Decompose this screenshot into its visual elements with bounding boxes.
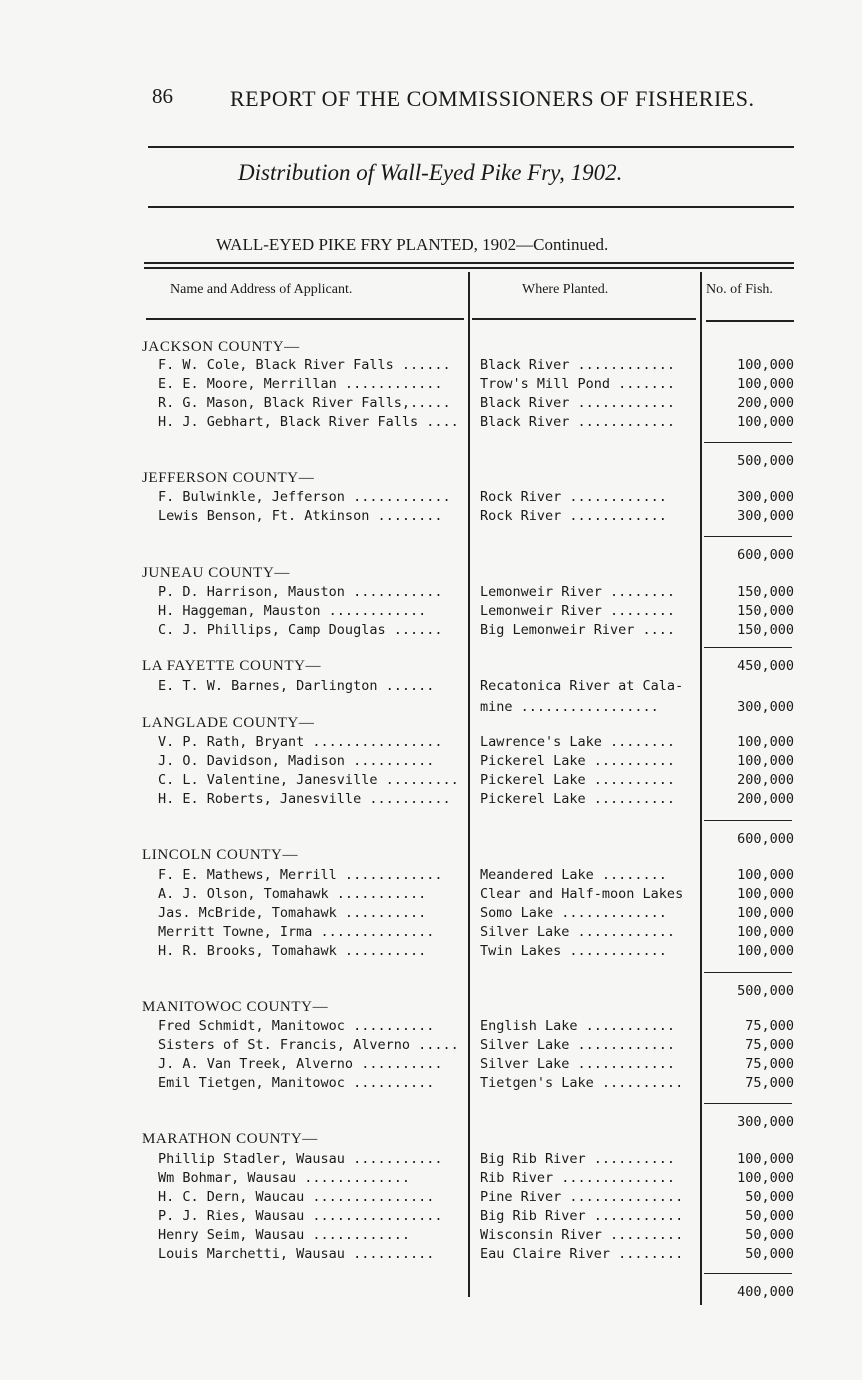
table-row — [0, 733, 862, 752]
table-row — [0, 1226, 862, 1245]
cell-name: P. D. Harrison, Mauston ........... — [158, 584, 443, 600]
cell-fish: 100,000 — [737, 376, 794, 392]
table-row — [0, 1207, 862, 1226]
cell-name: A. J. Olson, Tomahawk ........... — [158, 886, 427, 902]
county-name: LANGLADE COUNTY— — [142, 715, 315, 731]
cell-fish: 100,000 — [737, 734, 794, 750]
cell-fish: 100,000 — [737, 867, 794, 883]
column-header-where: Where Planted. — [522, 282, 609, 297]
cell-where: Black River ............ — [480, 414, 676, 430]
cell-where: Lawrence's Lake ........ — [480, 734, 676, 750]
county-total: 600,000 — [737, 831, 794, 847]
cell-fish: 150,000 — [737, 584, 794, 600]
cell-fish: 100,000 — [737, 924, 794, 940]
table-row — [0, 621, 862, 640]
county-row — [0, 338, 862, 357]
county-row — [0, 714, 862, 733]
county-name: JEFFERSON COUNTY— — [142, 470, 315, 486]
county-row — [0, 998, 862, 1017]
cell-fish: 100,000 — [737, 357, 794, 373]
cell-name: F. W. Cole, Black River Falls ...... — [158, 357, 451, 373]
page-subtitle: Distribution of Wall-Eyed Pike Fry, 1902. — [238, 160, 623, 185]
cell-name: H. E. Roberts, Janesville .......... — [158, 791, 451, 807]
cell-where: Pickerel Lake .......... — [480, 753, 676, 769]
cell-where: mine ................. — [480, 699, 659, 715]
cell-where: Big Lemonweir River .... — [480, 622, 676, 638]
cell-name: V. P. Rath, Bryant ................ — [158, 734, 443, 750]
table-row — [0, 1188, 862, 1207]
cell-where: Trow's Mill Pond ....... — [480, 376, 676, 392]
cell-fish: 100,000 — [737, 1170, 794, 1186]
running-head: REPORT OF THE COMMISSIONERS OF FISHERIES. — [230, 86, 755, 111]
county-name: MANITOWOC COUNTY— — [142, 999, 329, 1015]
table-row — [0, 866, 862, 885]
cell-where: Black River ............ — [480, 395, 676, 411]
subtotal-rule — [704, 820, 792, 821]
cell-where: Rock River ............ — [480, 508, 667, 524]
county-name: MARATHON COUNTY— — [142, 1131, 318, 1147]
county-total: 450,000 — [737, 658, 794, 674]
header-rule-fish — [706, 320, 794, 322]
county-row — [0, 469, 862, 488]
cell-fish: 50,000 — [745, 1208, 794, 1224]
cell-fish: 75,000 — [745, 1056, 794, 1072]
cell-fish: 100,000 — [737, 905, 794, 921]
cell-fish: 75,000 — [745, 1018, 794, 1034]
cell-where: Silver Lake ............ — [480, 924, 676, 940]
table-row — [0, 507, 862, 526]
cell-name: Jas. McBride, Tomahawk .......... — [158, 905, 427, 921]
cell-fish: 100,000 — [737, 886, 794, 902]
cell-fish: 100,000 — [737, 1151, 794, 1167]
column-header-fish: No. of Fish. — [706, 282, 773, 297]
county-total-row — [0, 546, 862, 565]
top-rule — [148, 146, 794, 148]
county-row — [0, 846, 862, 865]
cell-name: Henry Seim, Wausau ............ — [158, 1227, 410, 1243]
cell-where: Pickerel Lake .......... — [480, 791, 676, 807]
cell-name: F. E. Mathews, Merrill ............ — [158, 867, 443, 883]
cell-where: Recatonica River at Cala- — [480, 678, 684, 694]
cell-where: Pickerel Lake .......... — [480, 772, 676, 788]
table-double-rule-top — [144, 262, 794, 264]
header-rule-name — [146, 318, 464, 320]
cell-where: Silver Lake ............ — [480, 1037, 676, 1053]
county-total: 400,000 — [737, 1284, 794, 1300]
cell-where: Wisconsin River ......... — [480, 1227, 684, 1243]
county-row — [0, 657, 862, 676]
cell-where: Black River ............ — [480, 357, 676, 373]
subtotal-rule — [704, 1273, 792, 1274]
cell-where: Tietgen's Lake .......... — [480, 1075, 684, 1091]
cell-where: Meandered Lake ........ — [480, 867, 667, 883]
table-row — [0, 904, 862, 923]
cell-where: Lemonweir River ........ — [480, 603, 676, 619]
cell-name: E. T. W. Barnes, Darlington ...... — [158, 678, 435, 694]
cell-where: Big Rib River ........... — [480, 1208, 684, 1224]
cell-name: Merritt Towne, Irma .............. — [158, 924, 435, 940]
cell-fish: 75,000 — [745, 1037, 794, 1053]
cell-name: H. J. Gebhart, Black River Falls .... — [158, 414, 459, 430]
cell-fish: 150,000 — [737, 603, 794, 619]
cell-fish: 100,000 — [737, 414, 794, 430]
table-row — [0, 356, 862, 375]
cell-fish: 300,000 — [737, 699, 794, 715]
table-row — [0, 923, 862, 942]
table-row — [0, 1036, 862, 1055]
table-row — [0, 413, 862, 432]
table-row — [0, 885, 862, 904]
county-name: LA FAYETTE COUNTY— — [142, 658, 322, 674]
cell-fish: 300,000 — [737, 489, 794, 505]
county-total: 500,000 — [737, 983, 794, 999]
cell-where: English Lake ........... — [480, 1018, 676, 1034]
county-total: 500,000 — [737, 453, 794, 469]
subtotal-rule — [704, 536, 792, 537]
cell-name: H. C. Dern, Waucau ............... — [158, 1189, 435, 1205]
cell-fish: 50,000 — [745, 1189, 794, 1205]
cell-name: C. J. Phillips, Camp Douglas ...... — [158, 622, 443, 638]
table-row — [0, 1150, 862, 1169]
county-name: JACKSON COUNTY— — [142, 339, 300, 355]
cell-where: Pine River .............. — [480, 1189, 684, 1205]
cell-where: Silver Lake ............ — [480, 1056, 676, 1072]
cell-fish: 200,000 — [737, 395, 794, 411]
county-name: LINCOLN COUNTY— — [142, 847, 299, 863]
cell-name: P. J. Ries, Wausau ................ — [158, 1208, 443, 1224]
cell-name: H. R. Brooks, Tomahawk .......... — [158, 943, 427, 959]
table-row — [0, 1055, 862, 1074]
table-row — [0, 942, 862, 961]
cell-where: Rock River ............ — [480, 489, 667, 505]
subtotal-rule — [704, 442, 792, 443]
cell-name: Lewis Benson, Ft. Atkinson ........ — [158, 508, 443, 524]
cell-name: H. Haggeman, Mauston ............ — [158, 603, 427, 619]
subtotal-rule — [704, 647, 792, 648]
table-row — [0, 394, 862, 413]
cell-name: J. A. Van Treek, Alverno .......... — [158, 1056, 443, 1072]
subtotal-rule — [704, 972, 792, 973]
cell-name: R. G. Mason, Black River Falls,..... — [158, 395, 451, 411]
cell-where: Eau Claire River ........ — [480, 1246, 684, 1262]
cell-fish: 200,000 — [737, 772, 794, 788]
county-total: 300,000 — [737, 1114, 794, 1130]
table-row — [0, 1074, 862, 1093]
cell-name: E. E. Moore, Merrillan ............ — [158, 376, 443, 392]
table-row — [0, 375, 862, 394]
cell-name: F. Bulwinkle, Jefferson ............ — [158, 489, 451, 505]
cell-name: Fred Schmidt, Manitowoc .......... — [158, 1018, 435, 1034]
cell-fish: 75,000 — [745, 1075, 794, 1091]
subtotal-rule — [704, 1103, 792, 1104]
column-header-name: Name and Address of Applicant. — [170, 282, 353, 297]
cell-fish: 150,000 — [737, 622, 794, 638]
cell-fish: 100,000 — [737, 943, 794, 959]
cell-fish: 300,000 — [737, 508, 794, 524]
cell-name: Sisters of St. Francis, Alverno ..... — [158, 1037, 459, 1053]
table-row — [0, 602, 862, 621]
county-total-row — [0, 1283, 862, 1302]
cell-name: Emil Tietgen, Manitowoc .......... — [158, 1075, 435, 1091]
cell-fish: 50,000 — [745, 1246, 794, 1262]
county-total: 600,000 — [737, 547, 794, 563]
table-double-rule-bottom — [144, 267, 794, 269]
cell-name: Wm Bohmar, Wausau ............. — [158, 1170, 410, 1186]
table-row — [0, 771, 862, 790]
page-number: 86 — [152, 84, 173, 108]
cell-where: Lemonweir River ........ — [480, 584, 676, 600]
table-row — [0, 1017, 862, 1036]
cell-where: Somo Lake ............. — [480, 905, 667, 921]
county-row — [0, 1130, 862, 1149]
cell-where: Clear and Half-moon Lakes — [480, 886, 684, 902]
county-row — [0, 564, 862, 583]
table-row — [0, 488, 862, 507]
cell-where: Big Rib River .......... — [480, 1151, 676, 1167]
cell-where: Rib River .............. — [480, 1170, 676, 1186]
cell-name: C. L. Valentine, Janesville ......... — [158, 772, 459, 788]
table-title: WALL-EYED PIKE FRY PLANTED, 1902—Continued. — [216, 235, 609, 254]
cell-where: Twin Lakes ............ — [480, 943, 667, 959]
cell-name: J. O. Davidson, Madison .......... — [158, 753, 435, 769]
table-row — [0, 677, 862, 696]
header-rule-where — [472, 318, 696, 320]
table-row — [0, 583, 862, 602]
cell-name: Phillip Stadler, Wausau ........... — [158, 1151, 443, 1167]
table-row — [0, 752, 862, 771]
county-name: JUNEAU COUNTY— — [142, 565, 290, 581]
table-row — [0, 1245, 862, 1264]
cell-fish: 50,000 — [745, 1227, 794, 1243]
cell-fish: 100,000 — [737, 753, 794, 769]
subtitle-rule — [148, 206, 794, 208]
cell-name: Louis Marchetti, Wausau .......... — [158, 1246, 435, 1262]
table-row — [0, 1169, 862, 1188]
table-row — [0, 790, 862, 809]
cell-fish: 200,000 — [737, 791, 794, 807]
